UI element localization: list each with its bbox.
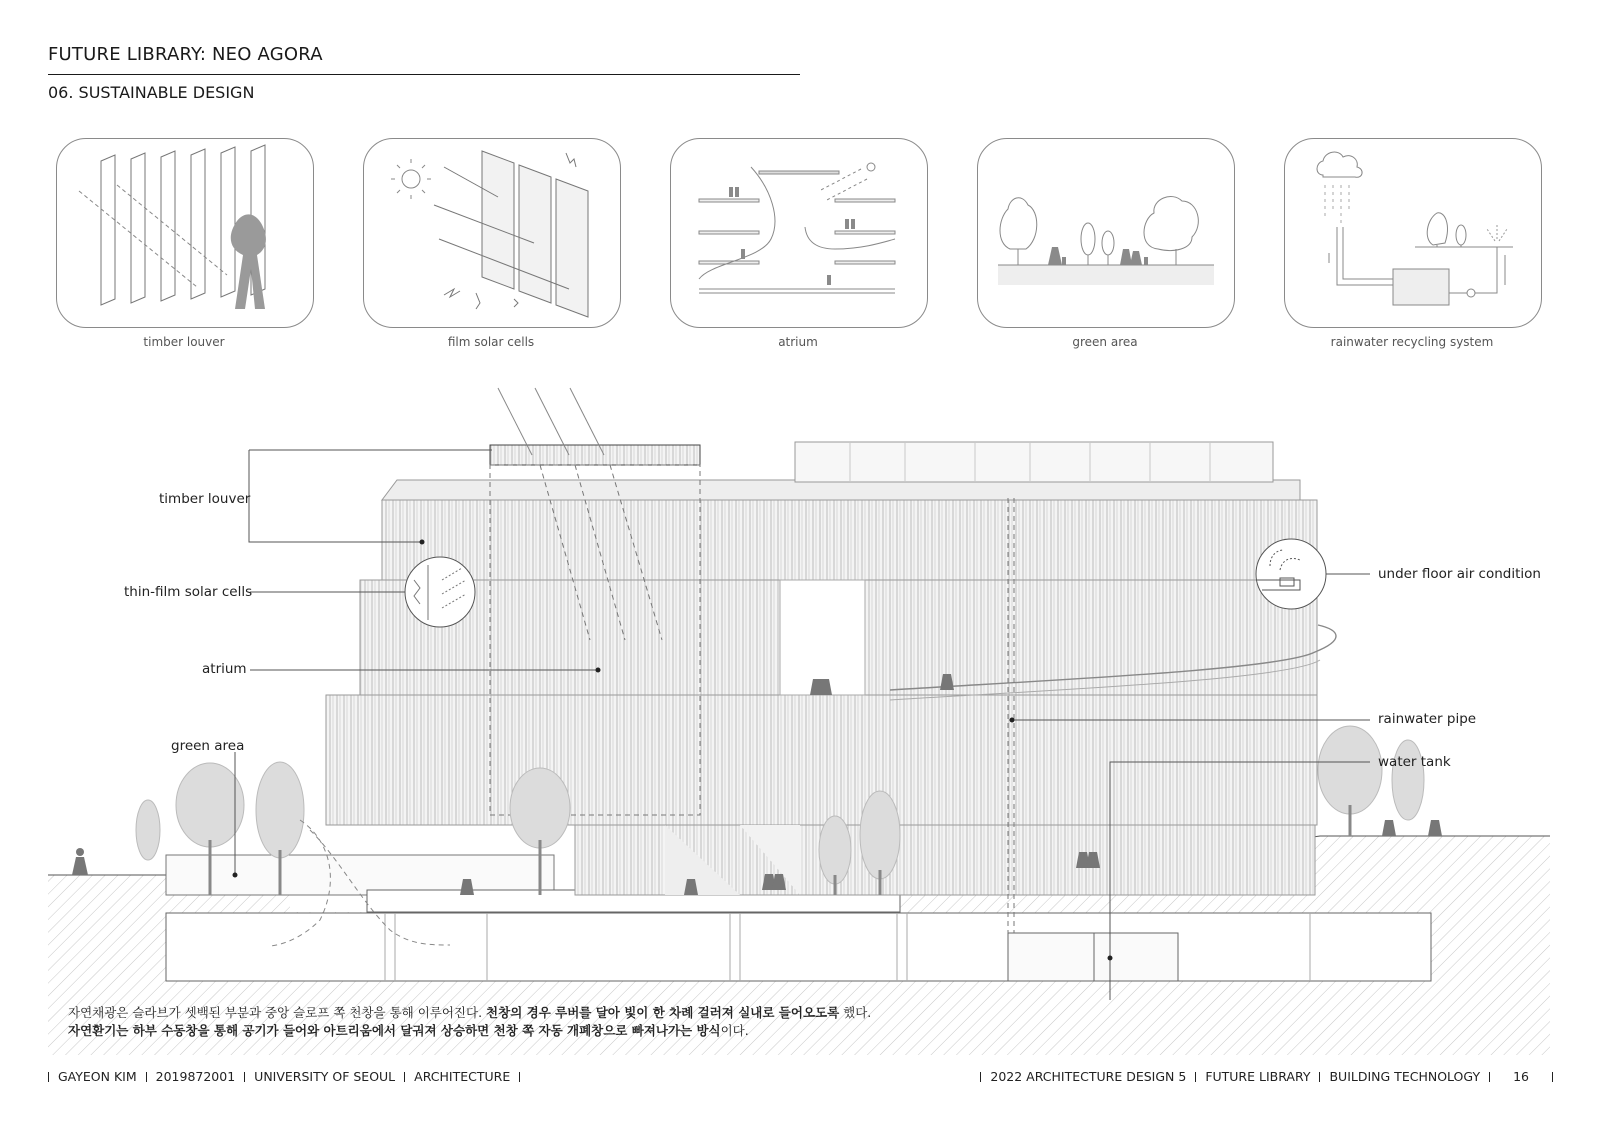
- footer-student-id: 2019872001: [155, 1069, 236, 1084]
- basement-level: [166, 913, 1431, 981]
- note-line-1: 자연채광은 슬라브가 셋백된 부분과 중앙 슬로프 쪽 천창을 통해 이루어진다. 천창의 경우 루버를 달아 빛이 한 차례 걸러져 실내로 들어오도록 했다.: [68, 1005, 872, 1020]
- label-thin-film-solar-cells: thin-film solar cells: [124, 584, 253, 600]
- footer-project: FUTURE LIBRARY: [1205, 1069, 1311, 1084]
- footer-topic: BUILDING TECHNOLOGY: [1329, 1069, 1481, 1084]
- concept-caption-green-area: green area: [1072, 335, 1138, 349]
- footer-department: ARCHITECTURE: [414, 1069, 511, 1084]
- footer-page-number: 16: [1513, 1069, 1529, 1084]
- page-title: FUTURE LIBRARY: NEO AGORA: [48, 44, 323, 65]
- concept-card-film-solar-cells: [363, 138, 621, 328]
- solar-cell-detail-circle: [405, 557, 475, 627]
- concept-caption-film-solar-cells: film solar cells: [447, 335, 535, 349]
- louver-band-upper: [382, 500, 1317, 580]
- concept-caption-atrium: atrium: [778, 335, 818, 349]
- footer-right: [971, 1069, 1553, 1084]
- skylight-louver: [490, 445, 700, 465]
- label-timber-louver: timber louver: [159, 491, 251, 507]
- building-section-drawing: [0, 370, 1600, 1060]
- louver-band-lower: [326, 695, 1317, 825]
- footer-author: GAYEON KIM: [58, 1069, 137, 1084]
- footer-university: UNIVERSITY OF SEOUL: [254, 1069, 396, 1084]
- concept-card-green-area: [977, 138, 1235, 328]
- footer-course: 2022 ARCHITECTURE DESIGN 5: [990, 1069, 1187, 1084]
- film-solar-cells-illustration: [364, 139, 620, 327]
- timber-louver-illustration: [57, 139, 313, 327]
- label-under-floor-air-condition: under floor air condition: [1378, 566, 1541, 582]
- section-title: 06. SUSTAINABLE DESIGN: [48, 83, 255, 102]
- concept-caption-rainwater-recycling: rainwater recycling system: [1330, 335, 1494, 349]
- label-water-tank: water tank: [1378, 754, 1451, 770]
- roof-pavilion: [795, 442, 1273, 482]
- planter: [166, 855, 554, 895]
- concept-caption-timber-louver: timber louver: [143, 335, 225, 349]
- rainwater-recycling-illustration: [1285, 139, 1541, 327]
- label-atrium: atrium: [202, 661, 247, 677]
- title-divider: [48, 74, 800, 75]
- concept-card-rainwater-recycling: [1284, 138, 1542, 328]
- label-rainwater-pipe: rainwater pipe: [1378, 711, 1477, 727]
- air-condition-detail-circle: [1256, 539, 1326, 609]
- atrium-illustration: [671, 139, 927, 327]
- footer-left: [48, 1069, 529, 1084]
- water-tank-box: [1008, 933, 1178, 981]
- note-line-2: 자연환기는 하부 수동창을 통해 공기가 들어와 아트리움에서 달궈져 상승하면 천창 쪽 자동 개폐창으로 빠져나가는 방식이다.: [68, 1023, 749, 1038]
- concept-card-atrium: [670, 138, 928, 328]
- green-area-illustration: [978, 139, 1234, 327]
- label-green-area: green area: [171, 738, 245, 754]
- concept-card-timber-louver: [56, 138, 314, 328]
